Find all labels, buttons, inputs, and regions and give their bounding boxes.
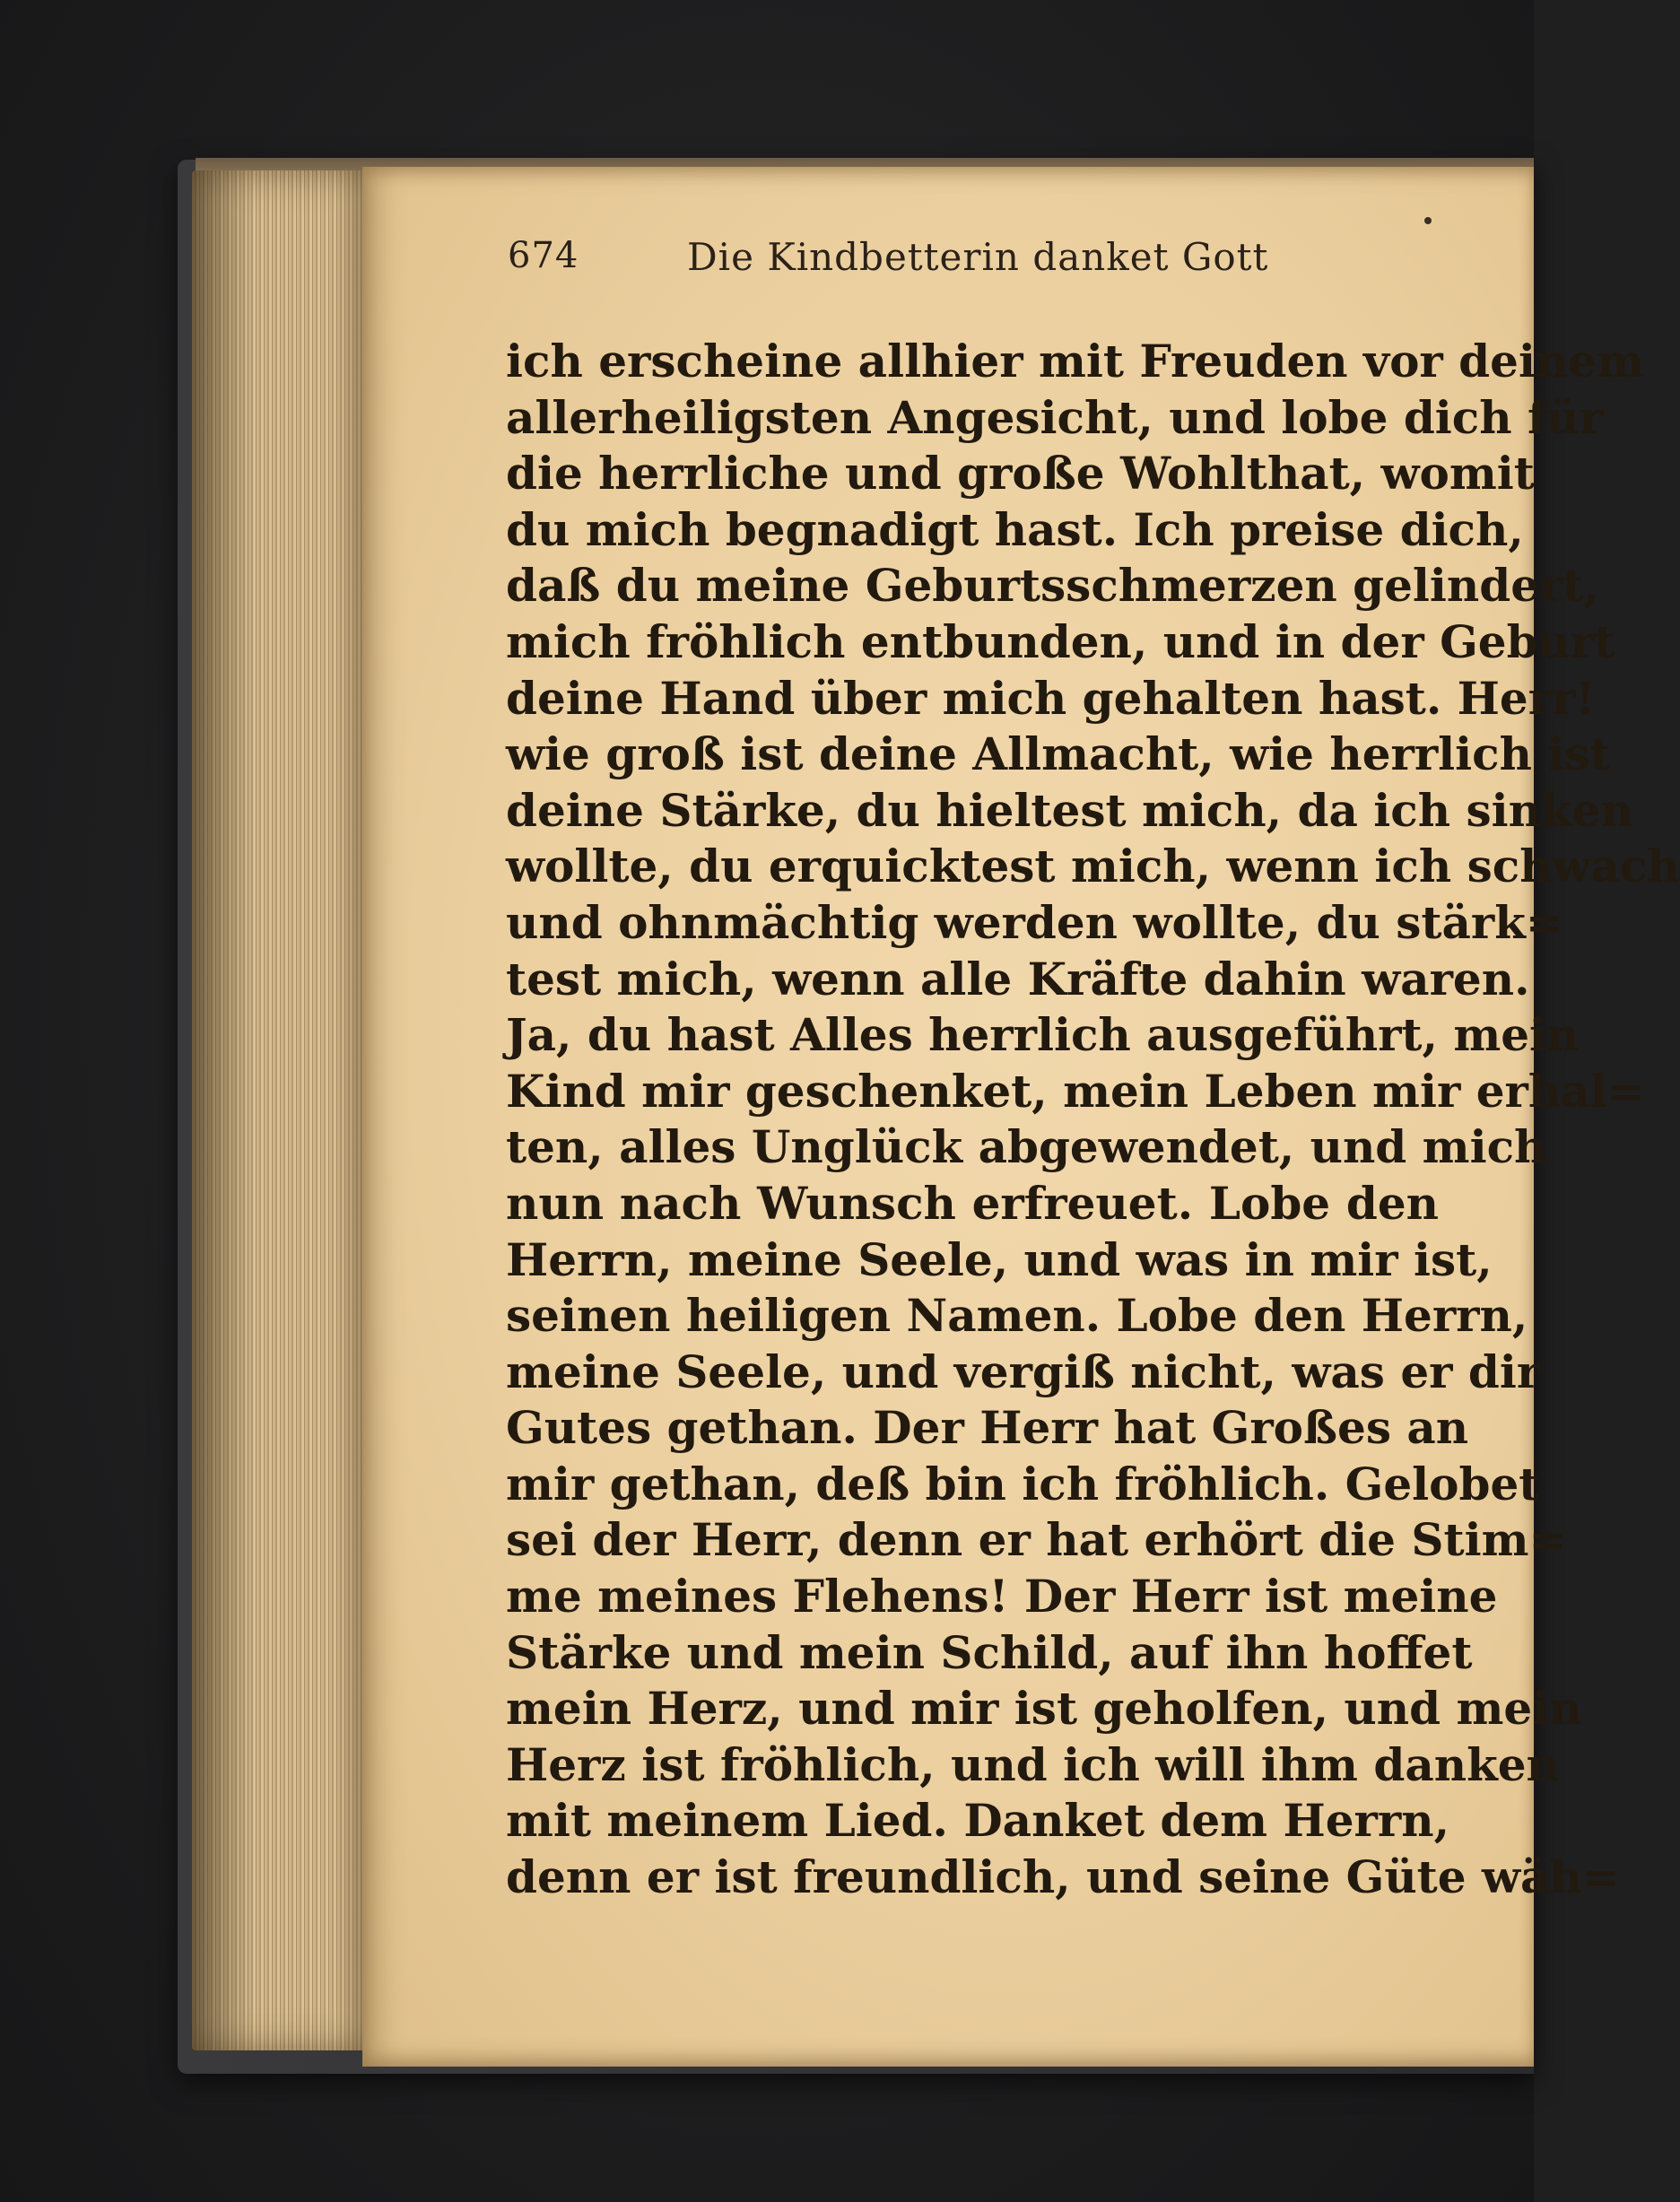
text-line: und ohnmächtig werden wollte, du stärk= xyxy=(506,895,1563,949)
text-line: wollte, du erquicktest mich, wenn ich schwach xyxy=(506,840,1680,893)
page-header xyxy=(508,235,1441,289)
text-line: denn er ist freundlich, und seine Güte wäh= xyxy=(506,1850,1620,1904)
body-text xyxy=(506,334,1680,1906)
text-line: test mich, wenn alle Kräfte dahin waren. xyxy=(506,952,1530,1005)
text-line: Gutes gethan. Der Herr hat Großes an xyxy=(506,1401,1469,1455)
text-line: deine Stärke, du hieltest mich, da ich sinken xyxy=(506,783,1633,837)
text-line: die herrliche und große Wohlthat, womit xyxy=(506,447,1535,500)
text-line: Herrn, meine Seele, und was in mir ist, xyxy=(506,1232,1493,1286)
running-title: Die Kindbetterin danket Gott xyxy=(687,235,1269,279)
text-line: seinen heiligen Namen. Lobe den Herrn, xyxy=(506,1289,1528,1343)
text-line: ich erscheine allhier mit Freuden vor deinem xyxy=(506,335,1645,387)
page-edges xyxy=(192,170,371,2050)
text-line: sei der Herr, denn er hat erhört die Stim= xyxy=(506,1513,1567,1567)
page-number: 674 xyxy=(508,235,579,276)
text-line: allerheiligsten Angesicht, und lobe dich für xyxy=(506,390,1604,444)
text-line: Herz ist fröhlich, und ich will ihm danken xyxy=(506,1737,1559,1791)
book-page xyxy=(362,167,1680,2067)
text-line: Ja, du hast Alles herrlich ausgeführt, mein xyxy=(506,1008,1580,1062)
text-line: daß du meine Geburtsschmerzen gelindert, xyxy=(506,559,1599,613)
text-line: wie groß ist deine Allmacht, wie herrlich ist xyxy=(506,727,1611,781)
ink-dot-mark xyxy=(1424,217,1432,224)
text-line: me meines Flehens! Der Herr ist meine xyxy=(506,1570,1498,1623)
text-line: mich fröhlich entbunden, und in der Geburt xyxy=(506,614,1615,668)
text-line: mein Herz, und mir ist geholfen, und mein xyxy=(506,1682,1582,1736)
text-line: mir gethan, deß bin ich fröhlich. Gelobet xyxy=(506,1457,1540,1510)
text-line: nun nach Wunsch erfreuet. Lobe den xyxy=(506,1176,1439,1230)
text-line: deine Hand über mich gehalten hast. Herr! xyxy=(506,671,1596,725)
text-line: Kind mir geschenket, mein Leben mir erhal= xyxy=(506,1064,1645,1118)
text-line: mit meinem Lied. Danket dem Herrn, xyxy=(506,1794,1449,1848)
text-line: du mich begnadigt hast. Ich preise dich, xyxy=(506,502,1524,556)
text-line: meine Seele, und vergiß nicht, was er dir xyxy=(506,1345,1541,1398)
text-line: Stärke und mein Schild, auf ihn hoffet xyxy=(506,1625,1473,1679)
text-line: ten, alles Unglück abgewendet, und mich xyxy=(506,1120,1547,1174)
